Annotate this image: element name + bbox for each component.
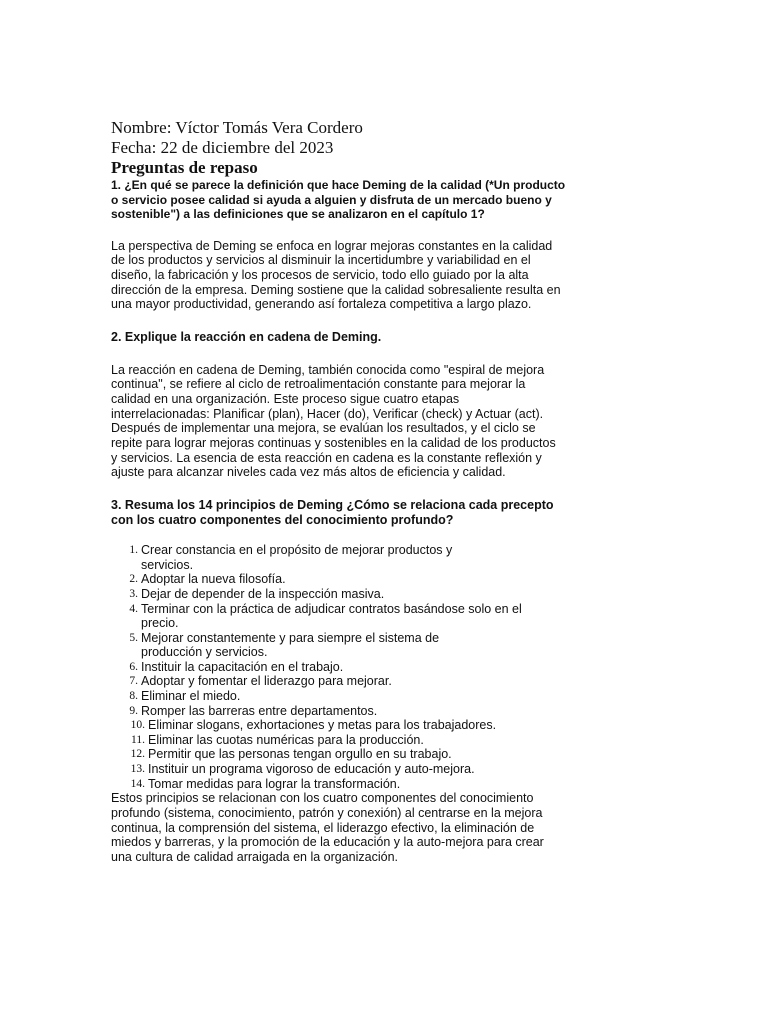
question-1: 1. ¿En qué se parece la definición que hace Deming de la calidad (*Un producto o servicio posee calidad si ayuda a alguien y disfruta de un mercado bueno y xyxy=(111,178,566,207)
list-item xyxy=(111,704,561,719)
list-item xyxy=(111,572,561,587)
list-item-text: Eliminar las cuotas numéricas para la producción. xyxy=(148,732,424,747)
list-item-text: Romper las barreras entre departamentos. xyxy=(141,703,378,718)
list-item-number: 10. xyxy=(130,719,145,732)
list-item xyxy=(111,718,561,733)
list-item xyxy=(111,674,561,689)
list-item xyxy=(111,602,561,631)
list-item-text: Eliminar slogans, exhortaciones y metas para los trabajadores. xyxy=(148,718,497,733)
list-item-number: 6. xyxy=(129,660,138,673)
list-item-text: Permitir que las personas tengan orgullo en su trabajo. xyxy=(148,747,452,762)
list-item xyxy=(111,689,561,704)
list-item xyxy=(111,777,561,792)
list-item xyxy=(111,543,561,572)
list-item-text: Crear constancia en el propósito de mejorar productos y servicios. xyxy=(141,543,453,572)
list-item-number: 8. xyxy=(129,690,138,703)
section-title: Preguntas de repaso xyxy=(111,158,258,177)
question-3: 3. Resuma los 14 principios de Deming ¿Cómo se relaciona cada precepto con los cuatro componentes del conocimiento profundo? xyxy=(111,498,554,527)
list-item xyxy=(111,747,561,762)
list-item xyxy=(111,733,561,748)
list-item-number: 13. xyxy=(130,763,145,776)
answer-3: Estos principios se relacionan con los cuatro componentes del conocimiento profundo (sistema, conocimiento, patrón y conexión) al centrarse en la mejora continua, la comprensión del sistema, el liderazgo efectivo, la eliminación de miedos y barreras, y la promoción de la educación y la auto-mejora para crear una cultura de calidad arraigada en la organización. xyxy=(111,791,544,865)
list-item-number: 7. xyxy=(129,675,138,688)
list-item xyxy=(111,660,561,675)
question-1-continued: sostenible") a las definiciones que se analizaron en el capítulo 1? xyxy=(111,207,485,221)
list-item xyxy=(111,587,561,602)
list-item-number: 12. xyxy=(130,748,145,761)
student-name: Nombre: Víctor Tomás Vera Cordero xyxy=(111,118,363,137)
list-item-number: 11. xyxy=(131,733,145,746)
list-item-number: 9. xyxy=(129,704,138,717)
answer-1: La perspectiva de Deming se enfoca en lograr mejoras constantes en la calidad de los productos y servicios al disminuir la incertidumbre y variabilidad en el diseño, la fabricación y los procesos de servicio, todo ello guiado por la alta dirección de la empresa. Deming sostiene que la calidad sobresaliente resulta en una mayor productividad, generando así fortaleza competitiva a largo plazo. xyxy=(111,238,561,312)
list-item-text: Eliminar el miedo. xyxy=(141,689,241,704)
list-item-text: Dejar de depender de la inspección masiva. xyxy=(141,586,385,601)
list-item-text: Instituir la capacitación en el trabajo. xyxy=(141,659,344,674)
list-item-text: Adoptar y fomentar el liderazgo para mejorar. xyxy=(141,674,392,689)
list-item-text: Instituir un programa vigoroso de educación y auto-mejora. xyxy=(148,762,475,777)
list-item-number: 4. xyxy=(129,602,138,615)
list-item-number: 14. xyxy=(130,777,145,790)
list-item-text: Mejorar constantemente y para siempre el sistema de producción y servicios. xyxy=(141,630,440,660)
answer-2: La reacción en cadena de Deming, también conocida como "espiral de mejora continua", se refiere al ciclo de retroalimentación constante para mejorar la calidad en una organización. Este proceso sigue cuatro etapas interrelacionadas: Planificar (plan), Hacer (do), Verificar (check) y Actuar (act). Después de implementar una mejora, se evalúan los resultados, y el ciclo se repite para lograr mejoras continuas y sostenibles en la calidad de los productos y servicios. La esencia de esta reacción en cadena es la constante reflexión y ajuste para alcanzar niveles cada vez más altos de eficiencia y calidad. xyxy=(111,362,556,480)
principles-list xyxy=(111,543,561,791)
list-item-text: Adoptar la nueva filosofía. xyxy=(141,572,286,587)
list-item xyxy=(111,762,561,777)
list-item-number: 3. xyxy=(129,587,138,600)
list-item xyxy=(111,631,561,660)
list-item-number: 2. xyxy=(129,573,138,586)
document-date: Fecha: 22 de diciembre del 2023 xyxy=(111,138,334,157)
list-item-number: 1. xyxy=(129,544,138,557)
document-content xyxy=(111,118,566,865)
list-item-text: Tomar medidas para lograr la transformación. xyxy=(148,776,401,791)
list-item-text: Terminar con la práctica de adjudicar contratos basándose solo en el precio. xyxy=(141,601,522,631)
question-2: 2. Explique la reacción en cadena de Deming. xyxy=(111,330,382,345)
list-item-number: 5. xyxy=(129,631,138,644)
